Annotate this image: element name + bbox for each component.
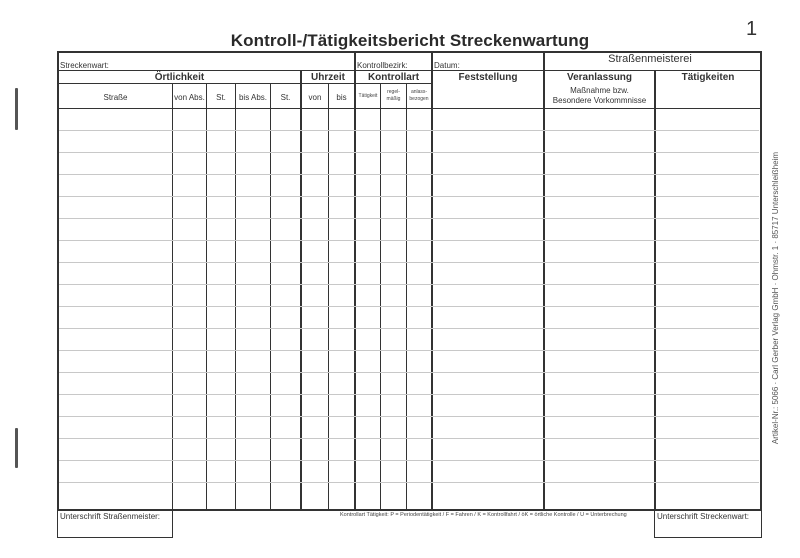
- regelmaessig-column-line1: regel-: [387, 89, 400, 95]
- von-abs-column: von Abs.: [174, 93, 205, 102]
- strasse-column: Straße: [103, 93, 128, 102]
- massnahme-column-line1: Maßnahme bzw.: [570, 86, 629, 95]
- kontrollart-header: Kontrollart: [367, 72, 420, 83]
- streckenwart-label: Streckenwart:: [60, 61, 109, 70]
- publisher-imprint: Artikel-Nr.: 5066 · Carl Gerber Verlag GmbH · Ohmstr. 1 · 85717 Unterschleißheim: [771, 151, 780, 445]
- anlassbezogen-column-line2: bezogen: [409, 96, 429, 102]
- strassenmeisterei-label: Straßenmeisterei: [608, 53, 692, 65]
- kontrollart-legend: Kontrollart Tätigkeit: P = Periodentätigkeit / F = Fahren / K = Kontrollfahrt / öK = örtliche Kontrolle / U = Unterbrechung: [340, 512, 627, 518]
- form-title: Kontroll-/Tätigkeitsbericht Streckenwartung: [230, 31, 590, 50]
- station-from-column: St.: [216, 93, 226, 102]
- taetigkeiten-header: Tätigkeiten: [681, 72, 735, 83]
- veranlassung-header: Veranlassung: [566, 72, 633, 83]
- datum-label: Datum:: [434, 61, 460, 70]
- time-from-column: von: [308, 93, 322, 102]
- feststellung-header: Feststellung: [458, 72, 518, 83]
- time-to-column: bis: [336, 93, 347, 102]
- page-number: 1: [746, 18, 758, 40]
- unterschrift-strassenmeister-label: Unterschrift Straßenmeister:: [60, 512, 161, 521]
- bis-abs-column: bis Abs.: [238, 93, 267, 102]
- unterschrift-streckenwart-label: Unterschrift Streckenwart:: [657, 512, 750, 521]
- station-to-column: St.: [280, 93, 291, 102]
- uhrzeit-header: Uhrzeit: [311, 72, 345, 83]
- oertlichkeit-header: Örtlichkeit: [154, 72, 205, 83]
- regelmaessig-column-line2: mäßig: [386, 96, 401, 102]
- anlassbezogen-column-line1: anlass-: [410, 89, 428, 95]
- kontrollbezirk-label: Kontrollbezirk:: [357, 61, 408, 70]
- taetigkeit-column: Tätigkeit: [358, 93, 378, 99]
- massnahme-column-line2: Besondere Vorkommnisse: [552, 96, 647, 105]
